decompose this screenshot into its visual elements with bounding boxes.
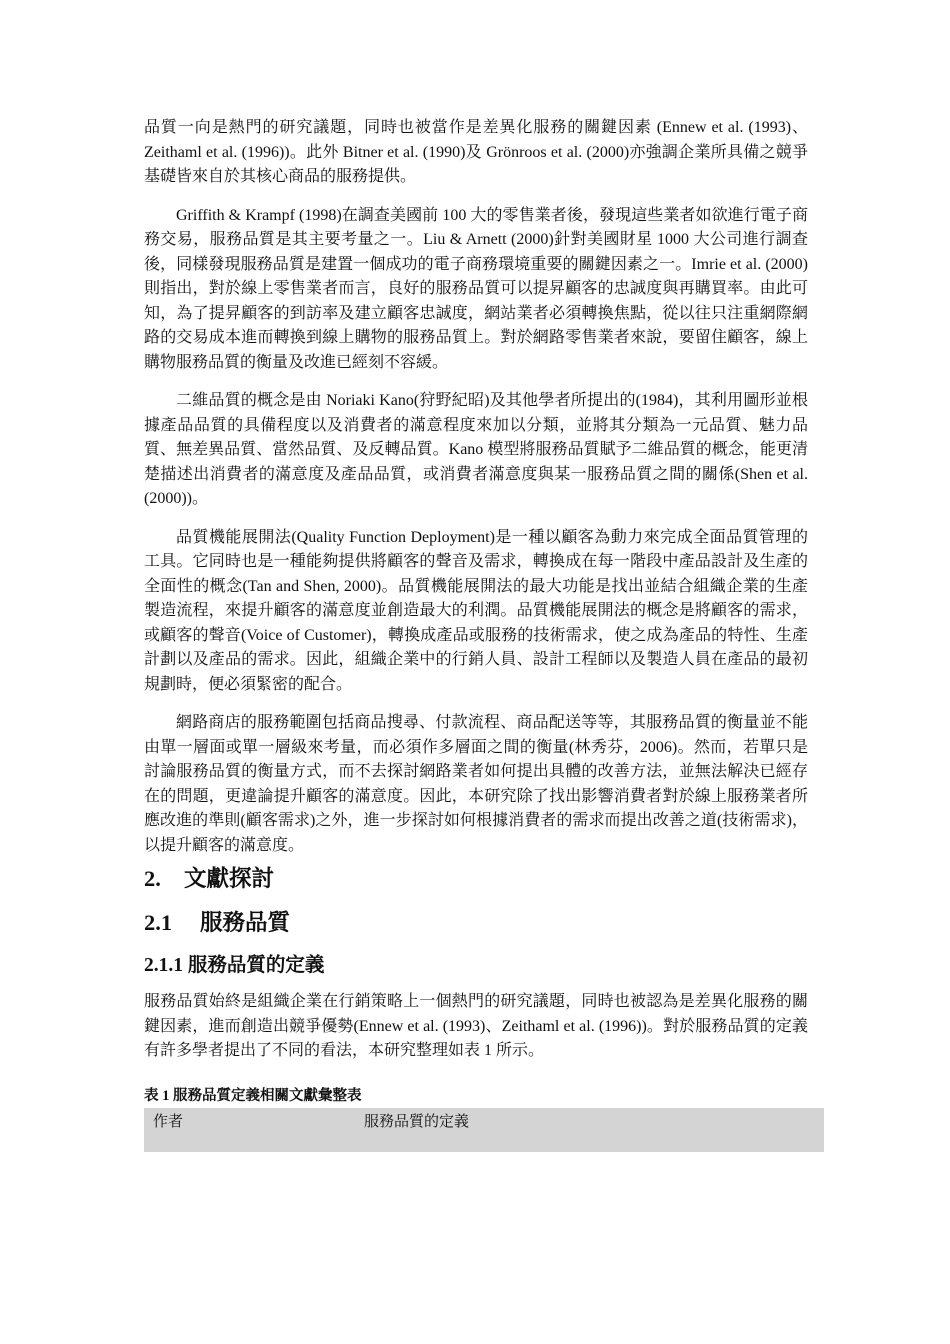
subsubsection-number: 2.1.1 xyxy=(144,955,183,976)
section-number: 2. xyxy=(144,866,161,891)
section-heading xyxy=(144,864,808,894)
paragraph-griffith: Griffith & Krampf (1998)在調查美國前 100 大的零售業者後，發現這些業者如欲進行電子商務交易，服務品質是其主要考量之一。Liu & Arnett (2000)針對美國財星 1000 大公司進行調查後，同樣發現服務品質是建置一個成功的電子商務環境重要的關鍵因素之一。Imrie et al. (2000)則指出，對於線上零售業者而言，良好的服務品質可以提昇顧客的忠誠度與再購買率。由此可知，為了提昇顧客的到訪率及建立顧客忠誠度，網站業者必須轉換焦點，從以往只注重網際網路的交易成本進而轉換到線上購物的服務品質上。對於網路零售業者來說，要留住顧客，線上購物服務品質的衡量及改進已經刻不容緩。 xyxy=(144,206,808,371)
definition-table-header xyxy=(144,1108,824,1152)
paragraph-qfd: 品質機能展開法(Quality Function Deployment)是一種以顧客為動力來完成全面品質管理的工具。它同時也是一種能夠提供將顧客的聲音及需求，轉換成在每一階段中產品設計及生產的全面性的概念(Tan and Shen, 2000)。品質機能展開法的最大功能是找出並結合組織企業的生產製造流程，來提升顧客的滿意度並創造最大的利潤。品質機能展開法的概念是將顧客的需求，或顧客的聲音(Voice of Customer)，轉換成產品或服務的技術需求，使之成為產品的特性、生產計劃以及產品的需求。因此，組織企業中的行銷人員、設計工程師以及製造人員在產品的最初規劃時，便必須緊密的配合。 xyxy=(144,528,808,693)
paragraph-online-store: 網路商店的服務範圍包括商品搜尋、付款流程、商品配送等等，其服務品質的衡量並不能由單一層面或單一層級來考量，而必須作多層面之間的衡量(林秀芬，2006)。然而，若單只是討論服務品質的衡量方式，而不去探討網路業者如何提出具體的改善方法，並無法解決已經存在的問題，更違論提升顧客的滿意度。因此，本研究除了找出影響消費者對於線上服務業者所應改進的準則(顧客需求)之外，進一步探討如何根據消費者的需求而提出改善之道(技術需求)，以提升顧客的滿意度。 xyxy=(144,714,808,854)
paragraph-intro: 品質一向是熱門的研究議題，同時也被當作是差異化服務的關鍵因素 (Ennew et al. (1993)、Zeithaml et al. (1996))。此外 Bitner et al. (1990)及 Grönroos et al. (2000)亦強調企業所具備之競爭基礎皆來自於其核心商品的服務提供。 xyxy=(144,119,808,185)
subsection-heading xyxy=(144,908,808,938)
paragraph-definition: 服務品質始終是組織企業在行銷策略上一個熱門的研究議題，同時也被認為是差異化服務的關鍵因素，進而創造出競爭優勢(Ennew et al. (1993)、Zeithaml et al. (1996))。對於服務品質的定義有許多學者提出了不同的看法，本研究整理如表 1 所示。 xyxy=(144,993,808,1059)
paragraph-kano: 二維品質的概念是由 Noriaki Kano(狩野紀昭)及其他學者所提出的(1984)，其利用圖形並根據產品品質的具備程度以及消費者的滿意程度來加以分類，並將其分類為一元品質、魅力品質、無差異品質、當然品質、及反轉品質。Kano 模型將服務品質賦予二維品質的概念，能更清楚描述出消費者的滿意度及產品品質，或消費者滿意度與某一服務品質之間的關係(Shen et al. (2000))。 xyxy=(144,392,808,507)
subsection-title: 服務品質 xyxy=(200,910,291,935)
subsubsection-heading xyxy=(144,952,808,980)
table-header-definition: 服務品質的定義 xyxy=(364,1113,470,1130)
table-caption: 表 1 服務品質定義相關文獻彙整表 xyxy=(144,1087,362,1104)
table-header-author: 作者 xyxy=(153,1113,184,1130)
document-page xyxy=(144,116,808,1152)
section-title: 文獻探討 xyxy=(184,866,275,891)
subsubsection-title: 服務品質的定義 xyxy=(187,955,325,976)
subsection-number: 2.1 xyxy=(144,910,173,935)
